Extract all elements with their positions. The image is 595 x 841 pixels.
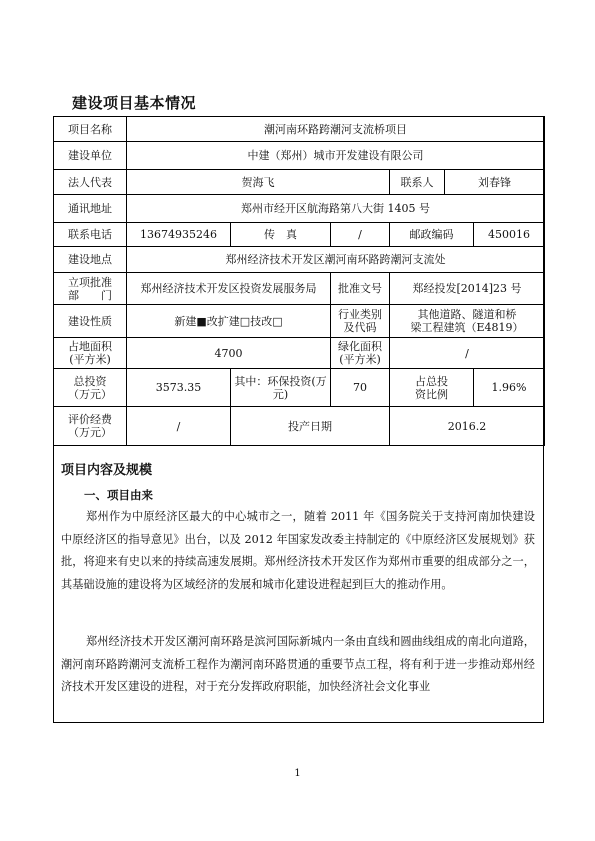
body-paragraph-2: 郑州经济技术开发区潮河南环路是滨河国际新城内一条由直线和圆曲线组成的南北向道路，潮河南环路跨潮河支流桥工程作为潮河南环路贯通的重要节点工程，将有利于进一步推动郑州经济技术开发区建设的进程，对于充分发挥政府职能，加快经济社会文化事业 [61, 635, 535, 693]
table-row [54, 305, 545, 338]
approval-no-label: 批准文号 [331, 273, 390, 305]
table-row [54, 195, 545, 223]
industry-label-line2: 及代码 [343, 321, 377, 334]
production-date-value: 2016.2 [390, 407, 545, 446]
approval-dept-label-line2: 部 门 [68, 288, 112, 302]
unit-label: 建设单位 [54, 142, 127, 170]
table-row [54, 247, 545, 273]
approval-no-value: 郑经投发[2014]23 号 [390, 273, 545, 305]
eval-fee-value: / [127, 407, 231, 446]
table-row [54, 338, 545, 369]
nature-label: 建设性质 [54, 305, 127, 338]
production-date-label: 投产日期 [231, 407, 390, 446]
industry-value-line1: 其他道路、隧道和桥 [417, 308, 517, 321]
approval-dept-label [54, 273, 127, 305]
section-title: 项目内容及规模 [61, 463, 153, 478]
table-row [54, 170, 545, 195]
ratio-label-line1: 占总投 [415, 374, 448, 388]
green-label-line2: (平方米) [339, 353, 381, 366]
phone-value: 13674935246 [127, 223, 231, 247]
unit-value: 中建（郑州）城市开发建设有限公司 [127, 142, 545, 170]
postcode-value: 450016 [474, 223, 545, 247]
subsection-title: 一、项目由来 [84, 488, 153, 502]
table-row [54, 117, 545, 142]
table-row [54, 142, 545, 170]
legal-rep-label: 法人代表 [54, 170, 127, 195]
page-title: 建设项目基本情况 [72, 94, 197, 112]
eval-fee-label [54, 407, 127, 446]
area-label-line1: 占地面积 [68, 340, 112, 353]
page-number: 1 [294, 768, 301, 779]
table-row [54, 369, 545, 407]
industry-value-line2: 梁工程建筑（E4819） [410, 321, 524, 334]
area-value: 4700 [127, 338, 331, 369]
project-info-table [53, 116, 545, 446]
contact-label: 联系人 [390, 170, 445, 195]
table-row [54, 273, 545, 305]
area-label-line2: (平方米) [69, 353, 111, 366]
table-row [54, 407, 545, 446]
nature-value: 新建■改扩建□技改□ [127, 305, 331, 338]
green-value: / [390, 338, 545, 369]
green-label [331, 338, 390, 369]
legal-rep-value: 贺海飞 [127, 170, 390, 195]
eval-fee-label-line2: （万元） [68, 426, 112, 439]
site-label: 建设地点 [54, 247, 127, 273]
industry-label [331, 305, 390, 338]
industry-value [390, 305, 545, 338]
address-label: 通讯地址 [54, 195, 127, 223]
green-label-line1: 绿化面积 [338, 340, 382, 353]
invest-label-line1: 总投资 [73, 374, 107, 388]
env-invest-value: 70 [331, 369, 390, 407]
contact-value: 刘春锋 [445, 170, 545, 195]
approval-dept-value: 郑州经济技术开发区投资发展服务局 [127, 273, 331, 305]
invest-value: 3573.35 [127, 369, 231, 407]
table-row [54, 223, 545, 247]
invest-label-line2: （万元） [68, 387, 112, 401]
area-label [54, 338, 127, 369]
address-value: 郑州市经开区航海路第八大街 1405 号 [127, 195, 545, 223]
ratio-label-line2: 资比例 [415, 387, 448, 401]
approval-dept-label-line1: 立项批准 [68, 275, 112, 289]
fax-label: 传 真 [231, 223, 331, 247]
industry-label-line1: 行业类别 [338, 308, 382, 321]
eval-fee-label-line1: 评价经费 [68, 413, 112, 426]
postcode-label: 邮政编码 [390, 223, 474, 247]
env-invest-label: 其中：环保投资(万元) [231, 369, 331, 407]
ratio-value: 1.96% [474, 369, 545, 407]
fax-value: / [331, 223, 390, 247]
body-paragraph-1: 郑州作为中原经济区最大的中心城市之一，随着 2011 年《国务院关于支持河南加快建设中原经济区的指导意见》出台，以及 2012 年国家发改委主持制定的《中原经济区发展规划》获批，将迎来有史以来的持续高速发展期。郑州经济技术开发区作为郑州市重要的组成部分之一，其基础设施的建设将为区域经济的发展和城市化建设进程起到巨大的推动作用。 [61, 510, 535, 591]
ratio-label [390, 369, 474, 407]
site-value: 郑州经济技术开发区潮河南环路跨潮河支流处 [127, 247, 545, 273]
project-name-value: 潮河南环路跨潮河支流桥项目 [127, 117, 545, 142]
project-name-label: 项目名称 [54, 117, 127, 142]
invest-label [54, 369, 127, 407]
phone-label: 联系电话 [54, 223, 127, 247]
